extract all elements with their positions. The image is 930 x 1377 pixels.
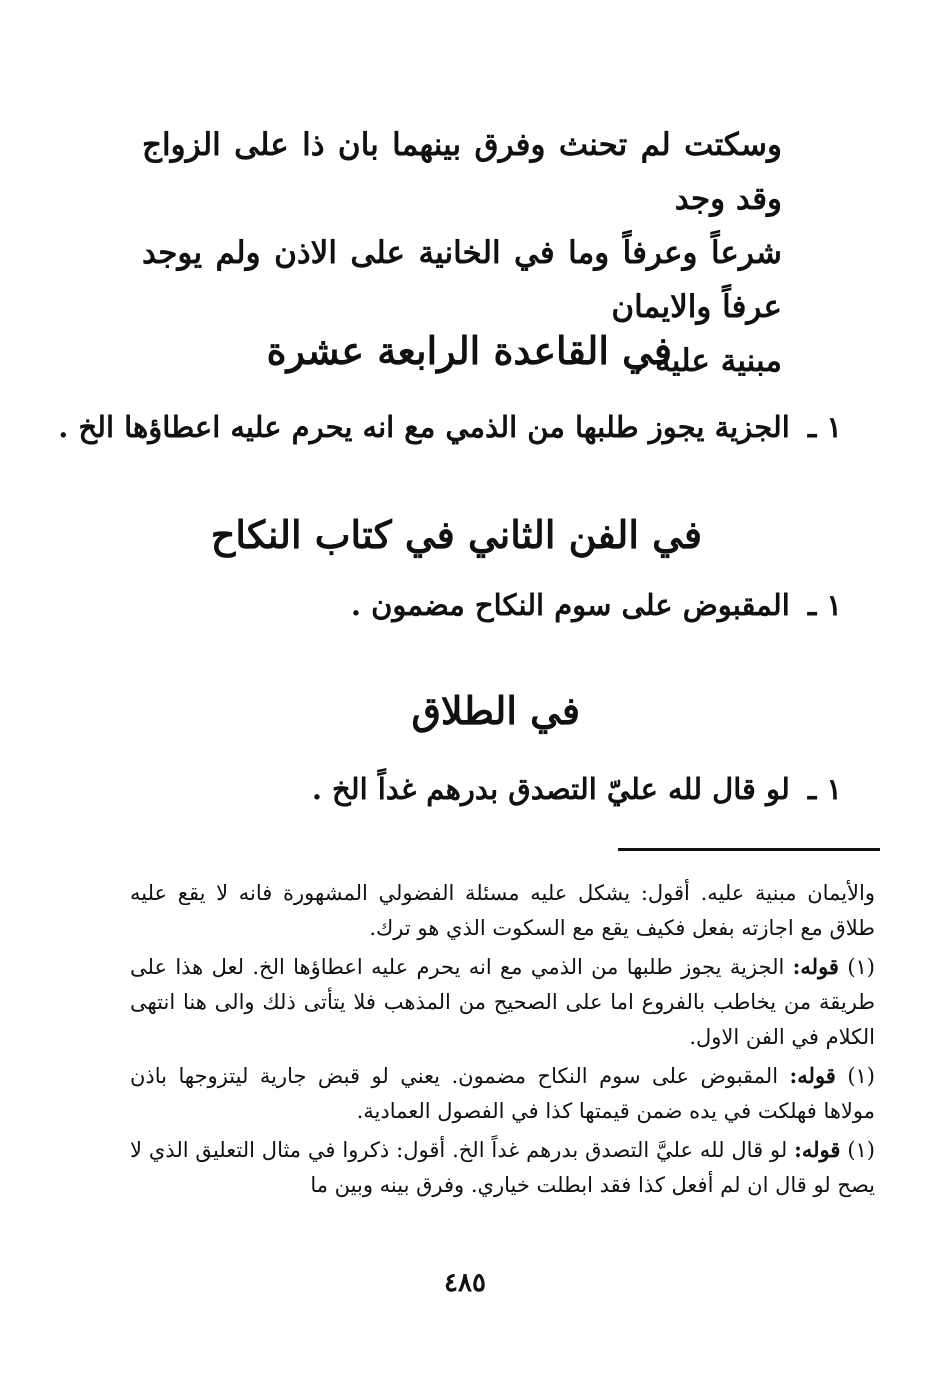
section-heading: في الطلاق — [411, 688, 580, 733]
section-item — [351, 588, 842, 622]
footnote-text: والأيمان مبنية عليه. أقول: يشكل عليه مسئلة الفضولي المشهورة فانه لا يقع عليه طلاق مع اجازته بفعل فكيف يقع مع السكوت الذي هو ترك. — [130, 881, 875, 940]
footnote-keyword: قوله: — [789, 1063, 836, 1088]
main-line: مبنية عليه . — [633, 343, 782, 379]
footnote-keyword: قوله: — [794, 1137, 841, 1162]
footnote — [130, 949, 875, 1055]
footnote-marker: (١) — [847, 1064, 875, 1088]
footnote — [130, 1058, 875, 1129]
footnote-text: المقبوض على سوم النكاح مضمون. يعني لو قبض جارية ليتزوجها باذن مولاها فهلكت في يده ضمن قيمتها كذا في الفصول العمادية. — [130, 1064, 875, 1123]
footnote-marker: (١) — [847, 1138, 875, 1162]
footnote — [130, 876, 875, 946]
section-heading: في القاعدة الرابعة عشرة — [266, 328, 672, 373]
item-number: ١ ـ — [807, 588, 842, 622]
section-item — [312, 772, 842, 806]
footnote — [130, 1132, 875, 1203]
footnote-marker: (١) — [847, 955, 875, 979]
main-line: شرعاً وعرفاً وما في الخانية على الاذن ولم يوجد عرفاً والايمان — [142, 235, 782, 325]
footnote-keyword: قوله: — [792, 954, 839, 979]
section-heading: في الفن الثاني في كتاب النكاح — [210, 512, 702, 557]
item-number: ١ ـ — [807, 772, 842, 806]
footnote-separator — [618, 848, 880, 851]
section-item — [58, 410, 842, 444]
item-text: لو قال لله عليّ التصدق بدرهم غداً الخ . — [311, 772, 790, 806]
item-text: الجزية يجوز طلبها من الذمي مع انه يحرم عليه اعطاؤها الخ . — [58, 410, 790, 444]
main-line: وسكتت لم تحنث وفرق بينهما بان ذا على الزواج وقد وجد — [142, 127, 782, 217]
item-text: المقبوض على سوم النكاح مضمون . — [350, 588, 790, 622]
footnote-text: الجزية يجوز طلبها من الذمي مع انه يحرم عليه اعطاؤها الخ. لعل هذا على طريقة من يخاطب بالفروع اما على الصحيح من المذهب فلا يتأتى ذلك والى هنا انتهى الكلام في الفن الاول. — [130, 955, 875, 1049]
item-number: ١ ـ — [807, 410, 842, 444]
page-number: ٤٨٥ — [444, 1268, 486, 1298]
footnotes — [130, 876, 875, 1206]
footnote-text: لو قال لله عليَّ التصدق بدرهم غداً الخ. أقول: ذكروا في مثال التعليق الذي لا يصح لو قال ان لم أفعل كذا فقد ابطلت خياري. وفرق بينه وبين ما — [130, 1138, 875, 1197]
